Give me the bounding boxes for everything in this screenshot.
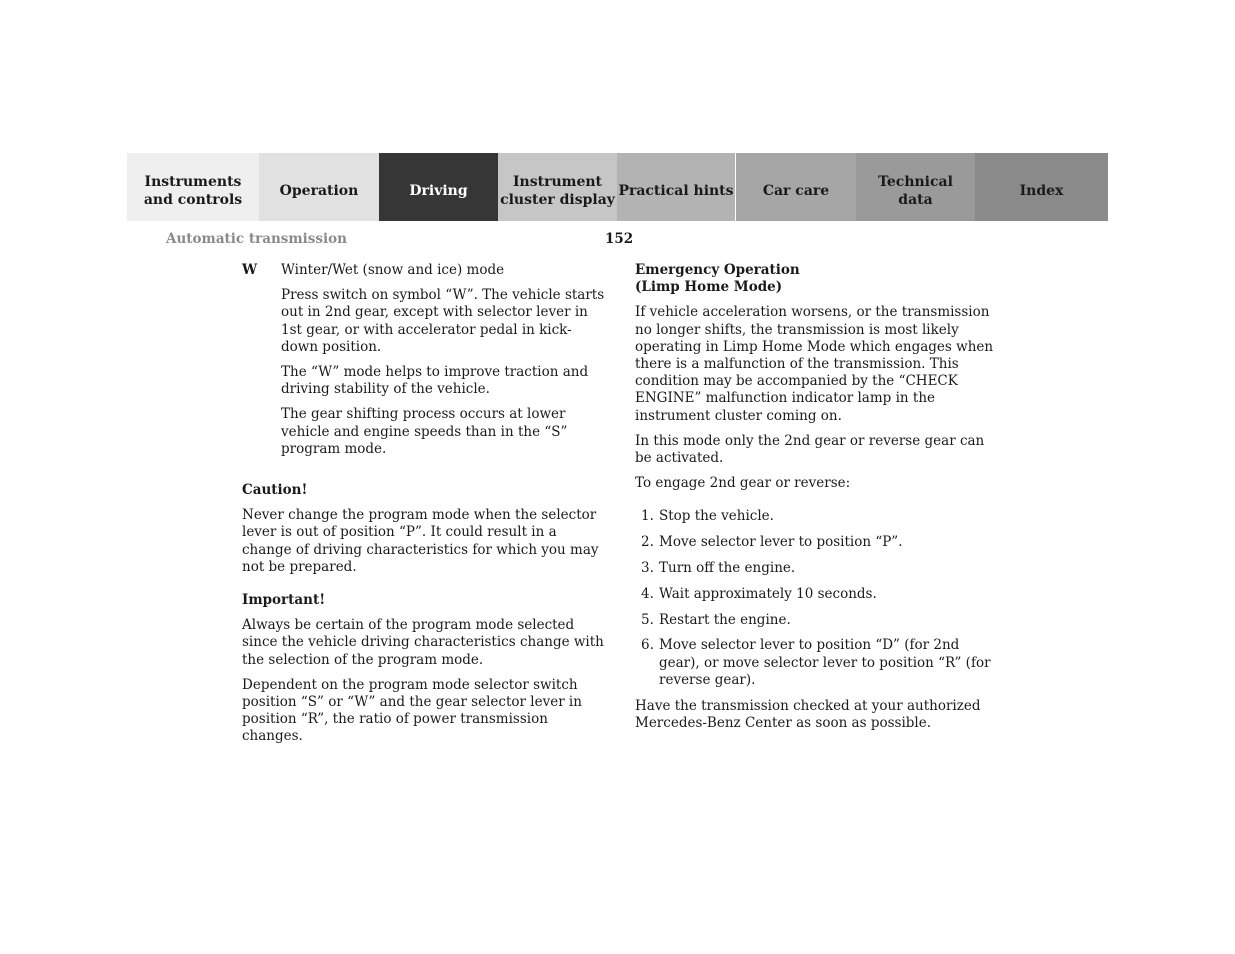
list-item	[635, 534, 1000, 551]
list-item	[635, 586, 1000, 603]
tab-label: and controls	[143, 192, 243, 208]
closing-paragraph: Have the transmission checked at your authorized Mercedes-Benz Center as soon as possible.	[635, 697, 981, 731]
step-text: Wait approximately 10 seconds.	[659, 585, 877, 602]
tab-label: Instrument	[513, 174, 602, 190]
emergency-heading-line: (Limp Home Mode)	[635, 279, 783, 296]
step-text: Restart the engine.	[659, 611, 791, 628]
tab-label: Operation	[279, 183, 359, 199]
mode-entry	[242, 262, 607, 466]
list-item	[635, 612, 1000, 629]
tab-label: Technical	[878, 174, 953, 190]
important-heading: Important!	[242, 592, 326, 609]
tab-car-care[interactable]	[736, 153, 856, 221]
mode-description	[281, 262, 607, 466]
step-number: 1.	[641, 508, 654, 525]
tab-label: Instruments	[144, 174, 242, 190]
left-column	[242, 262, 607, 754]
tab-technical-data[interactable]	[856, 153, 975, 221]
mode-title: Winter/Wet (snow and ice) mode	[281, 262, 505, 278]
tab-label: Index	[1019, 183, 1064, 199]
tab-label: Car care	[762, 183, 830, 199]
step-number: 3.	[641, 560, 654, 577]
tab-label: Driving	[409, 183, 468, 199]
body-paragraph: If vehicle acceleration worsens, or the transmission no longer shifts, the transmission is most likely operating in Limp Home Mode which engages when there is a malfunction of the transmission. This condition may be accompanied by the “CHECK ENGINE” malfunction indicator lamp in the instrument cluster coming on.	[635, 304, 994, 424]
list-item	[635, 560, 1000, 577]
tab-label: cluster display	[500, 192, 615, 208]
steps-list	[635, 508, 1000, 689]
section-title: Automatic transmission	[166, 231, 347, 247]
emergency-heading	[635, 262, 1000, 296]
tab-operation[interactable]	[259, 153, 379, 221]
step-text: Move selector lever to position “D” (for 2nd gear), or move selector lever to position “R” (for reverse gear).	[659, 637, 991, 688]
mode-paragraph: Press switch on symbol “W”. The vehicle starts out in 2nd gear, except with selector lever in 1st gear, or with accelerator pedal in kick-down position.	[281, 287, 605, 355]
body-paragraph: To engage 2nd gear or reverse:	[635, 475, 851, 492]
caution-text: Never change the program mode when the selector lever is out of position “P”. It could result in a change of driving characteristics for which you may not be prepared.	[242, 507, 599, 575]
list-item	[635, 508, 1000, 525]
step-number: 4.	[641, 585, 654, 602]
tab-practical-hints[interactable]	[617, 153, 736, 221]
mode-paragraph: The gear shifting process occurs at lower vehicle and engine speeds than in the “S” program mode.	[281, 406, 568, 457]
step-number: 6.	[641, 637, 654, 654]
right-column	[635, 262, 1000, 740]
mode-paragraph: The “W” mode helps to improve traction and driving stability of the vehicle.	[281, 364, 589, 398]
list-item	[635, 637, 1000, 689]
page-number: 152	[605, 231, 634, 247]
step-number: 2.	[641, 534, 654, 551]
important-paragraph: Always be certain of the program mode selected since the vehicle driving characteristics change with the selection of the program mode.	[242, 617, 604, 668]
important-paragraph: Dependent on the program mode selector switch position “S” or “W” and the gear selector lever in position “R”, the ratio of power transmission changes.	[242, 676, 582, 745]
mode-key: W	[242, 262, 258, 278]
tab-instrument-cluster-display[interactable]	[498, 153, 617, 221]
step-text: Turn off the engine.	[659, 560, 796, 577]
tab-label: Practical hints	[618, 183, 734, 199]
tab-index[interactable]	[975, 153, 1108, 221]
body-paragraph: In this mode only the 2nd gear or reverse gear can be activated.	[635, 432, 985, 467]
chapter-tabs	[127, 153, 1108, 221]
step-number: 5.	[641, 611, 654, 628]
tab-label: data	[898, 192, 933, 208]
tab-instruments-and-controls[interactable]	[127, 153, 259, 221]
caution-heading: Caution!	[242, 482, 308, 499]
step-text: Stop the vehicle.	[659, 508, 774, 525]
tab-driving[interactable]	[379, 153, 498, 221]
step-text: Move selector lever to position “P”.	[659, 534, 903, 551]
emergency-heading-line: Emergency Operation	[635, 262, 800, 278]
